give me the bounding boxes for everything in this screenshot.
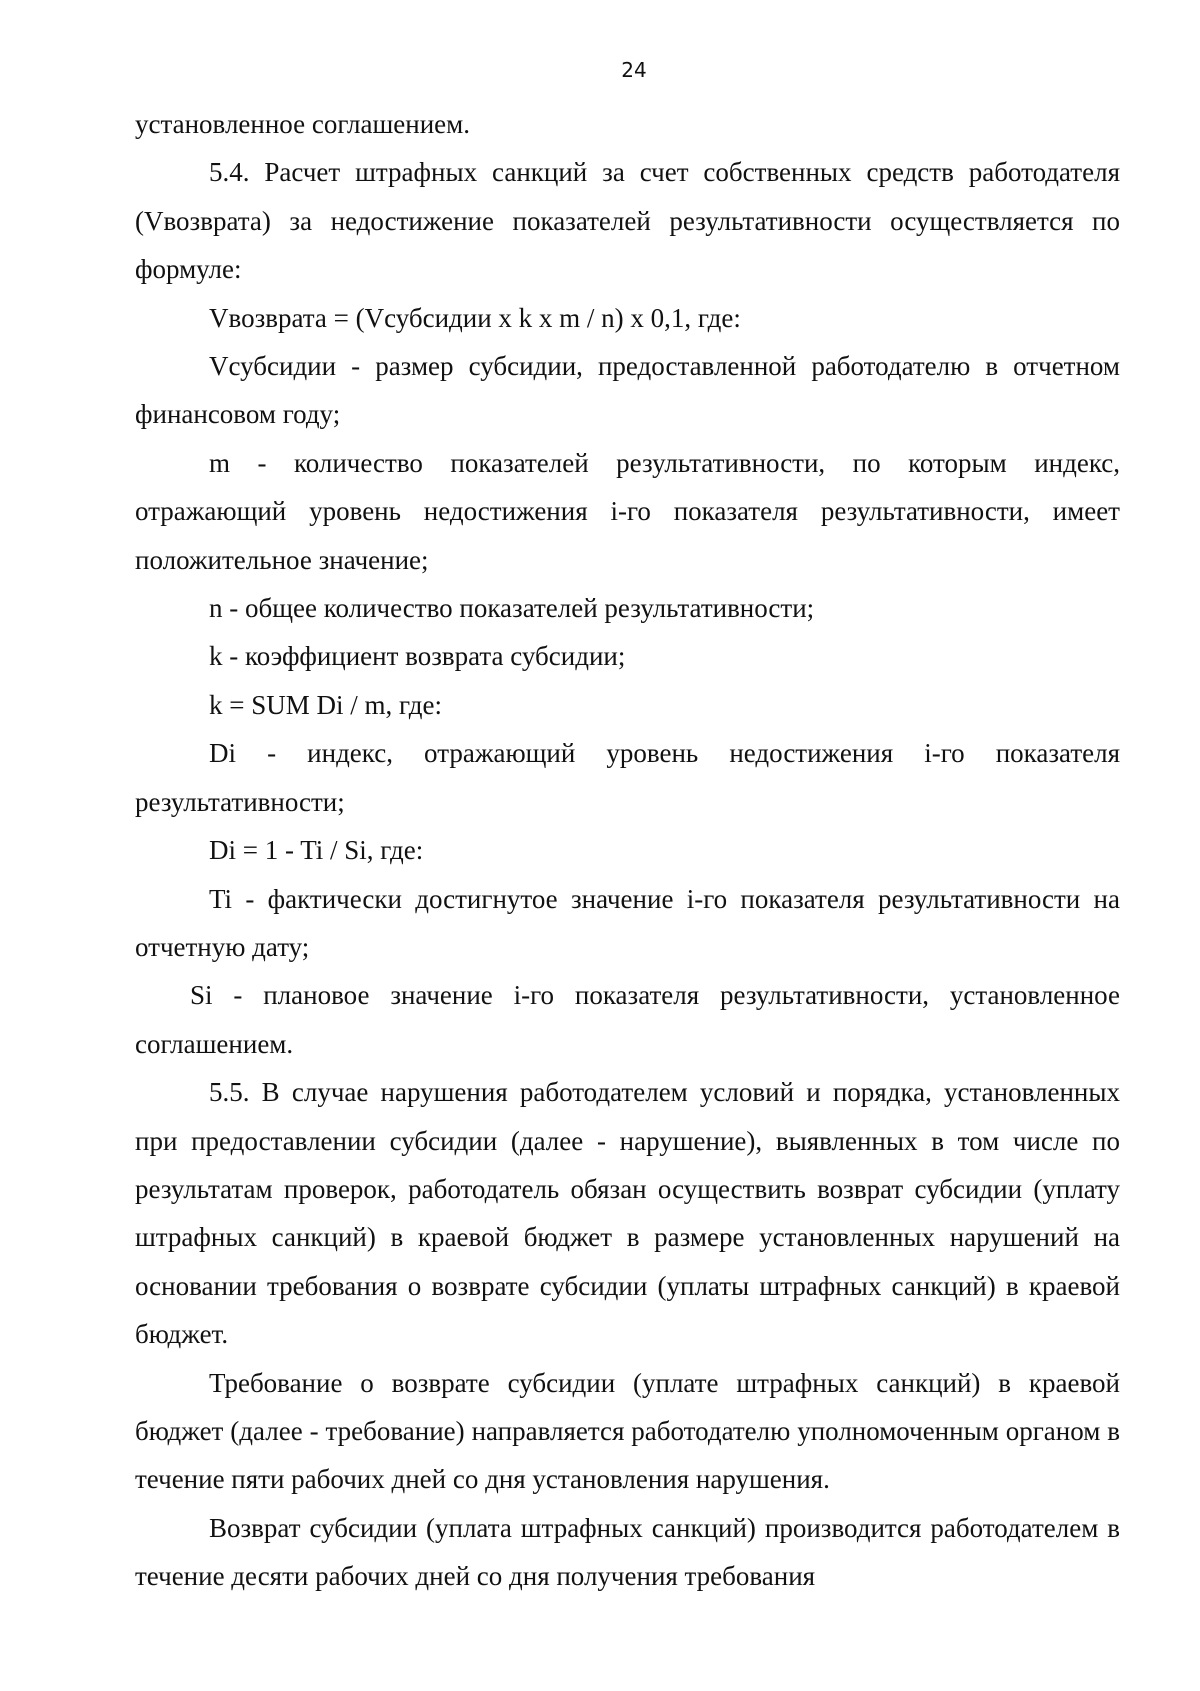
page-number: 24 (621, 58, 647, 82)
definition-k: k - коэффициент возврата субсидии; (209, 641, 626, 672)
paragraph-return: Возврат субсидии (уплата штрафных санкций) производится работодателем в течение десяти рабочих дней со дня получения требования (135, 1512, 1120, 1592)
definition-ti: Ti - фактически достигнутое значение i-го показателя результативности на отчетную дату; (135, 883, 1120, 962)
definition-v-subsidii: Vсубсидии - размер субсидии, предоставленной работодателю в отчетном финансовом году; (135, 351, 1120, 430)
definition-di: Di - индекс, отражающий уровень недостижения i-го показателя результативности; (135, 738, 1120, 817)
definition-n: n - общее количество показателей результативности; (209, 593, 815, 624)
paragraph-5-5: 5.5. В случае нарушения работодателем условий и порядка, установленных при предоставлении субсидии (далее - нарушение), выявленных в том числе по результатам проверок, работодатель обязан осуществить возврат субсидии (уплату штрафных санкций) в краевой бюджет в размере установленных нарушений на основании требования о возврате субсидии (уплаты штрафных санкций) в краевой бюджет. (135, 1077, 1120, 1350)
formula-di: Di = 1 - Ti / Si, где: (209, 835, 424, 866)
paragraph-requirement: Требование о возврате субсидии (уплате штрафных санкций) в краевой бюджет (далее - требование) направляется работодателю уполномоченным органом в течение пяти рабочих дней со дня установления нарушения. (135, 1367, 1120, 1495)
paragraph-continuation: установленное соглашением. (135, 109, 470, 139)
definition-m: m - количество показателей результативности, по которым индекс, отражающий уровень недостижения i-го показателя результативности, имеет положительное значение; (135, 447, 1120, 575)
formula-k: k = SUM Di / m, где: (209, 689, 442, 720)
paragraph-5-4: 5.4. Расчет штрафных санкций за счет собственных средств работодателя (Vвозврата) за недостижение показателей результативности осуществляется по формуле: (135, 157, 1120, 285)
formula-v-vozvrata: Vвозврата = (Vсубсидии x k x m / n) x 0,1, где: (209, 302, 741, 333)
document-body (135, 100, 1120, 1601)
definition-si: Si - плановое значение i-го показателя результативности, установленное соглашением. (135, 980, 1120, 1059)
